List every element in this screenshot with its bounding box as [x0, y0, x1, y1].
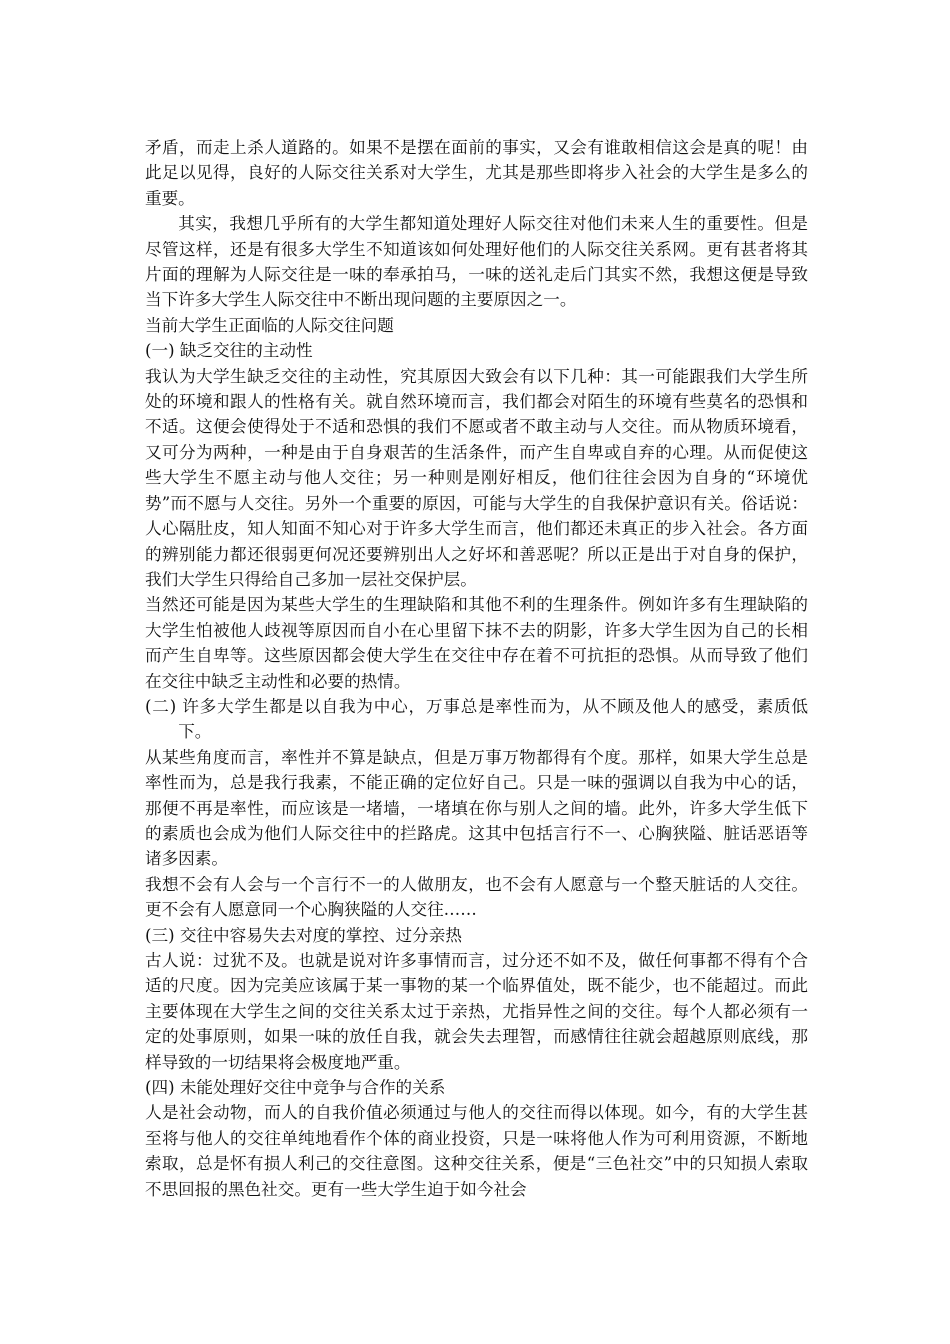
paragraph-initiative: 我认为大学生缺乏交往的主动性，究其原因大致会有以下几种：其一可能跟我们大学生所处的环境和跟人的性格有关。就自然环境而言，我们都会对陌生的环境有些莫名的恐惧和不适。这便会使得处于不适和恐惧的我们不愿或者不敢主动与人交往。而从物质环境看，又可分为两种，一种是由于自身艰苦的生活条件，而产生自卑或自弃的心理。从而促使这些大学生不愿主动与他人交往；另一种则是刚好相反，他们往往会因为自身的“环境优势”而不愿与人交往。另外一个重要的原因，可能与大学生的自我保护意识有关。俗话说：人心隔肚皮，知人知面不知心对于许多大学生而言，他们都还未真正的步入社会。各方面的辨别能力都还很弱更何况还要辨别出人之好坏和善恶呢？所以正是出于对自身的保护，我们大学生只得给自己多加一层社交保护层。 [145, 366, 808, 589]
paragraph-importance: 其实，我想几乎所有的大学生都知道处理好人际交往对他们未来人生的重要性。但是尽管这样，还是有很多大学生不知道该如何处理好他们的人际交往关系网。更有甚者将其片面的理解为人际交往是一味的奉承拍马，一味的送礼走后门其实不然，我想这便是导致当下许多大学生人际交往中不断出现问题的主要原因之一。 [145, 214, 808, 310]
paragraph-intro-continued: 矛盾，而走上杀人道路的。如果不是摆在面前的事实，又会有谁敢相信这会是真的呢！由此足以见得，良好的人际交往关系对大学生，尤其是那些即将步入社会的大学生是多么的重要。 [145, 138, 808, 208]
paragraph-friends: 我想不会有人会与一个言行不一的人做朋友，也不会有人愿意与一个整天脏话的人交往。更不会有人愿意同一个心胸狭隘的人交往…… [145, 874, 808, 920]
subheading-3: (三) 交往中容易失去对度的掌控、过分亲热 [145, 925, 462, 945]
paragraph-moderation: 古人说：过犹不及。也就是说对许多事情而言，过分还不如不及，做任何事都不得有个合适的尺度。因为完美应该属于某一事物的某一个临界值处，既不能少，也不能超过。而此主要体现在大学生之间的交往关系太过于亲热，尤指异性之间的交往。每个人都必须有一定的处事原则，如果一味的放任自我，就会失去理智，而感情往往就会超越原则底线，那样导致的一切结果将会极度地严重。 [145, 951, 808, 1072]
paragraph-competition: 人是社会动物，而人的自我价值必须通过与他人的交往而得以体现。如今，有的大学生甚至将与他人的交往单纯地看作个体的商业投资，只是一味将他人作为可利用资源，不断地索取，总是怀有损人利己的交往意图。这种交往关系，便是“三色社交”中的只知损人索取不思回报的黑色社交。更有一些大学生迫于如今社会 [145, 1103, 808, 1199]
paragraph-self-centered: 从某些角度而言，率性并不算是缺点，但是万事万物都得有个度。那样，如果大学生总是率性而为，总是我行我素，不能正确的定位好自己。只是一味的强调以自我为中心的话，那便不再是率性，而应该是一堵墙，一堵填在你与别人之间的墙。此外，许多大学生低下的素质也会成为他们人际交往中的拦路虎。这其中包括言行不一、心胸狭隘、脏话恶语等诸多因素。 [145, 747, 808, 869]
paragraph-physiology: 当然还可能是因为某些大学生的生理缺陷和其他不利的生理条件。例如许多有生理缺陷的大学生怕被他人歧视等原因而自小在心里留下抹不去的阴影，许多大学生因为自己的长相而产生自卑等。这些原因都会使大学生在交往中存在着不可抗拒的恐惧。从而导致了他们在交往中缺乏主动性和必要的热情。 [145, 595, 808, 691]
section-heading: 当前大学生正面临的人际交往问题 [145, 315, 394, 335]
subheading-4: (四) 未能处理好交往中竞争与合作的关系 [145, 1078, 446, 1098]
document-page [145, 135, 808, 1202]
subheading-1: (一) 缺乏交往的主动性 [145, 341, 313, 361]
subheading-2: (二) 许多大学生都是以自我为中心，万事总是率性而为，从不顾及他人的感受，素质低下。 [145, 696, 808, 742]
